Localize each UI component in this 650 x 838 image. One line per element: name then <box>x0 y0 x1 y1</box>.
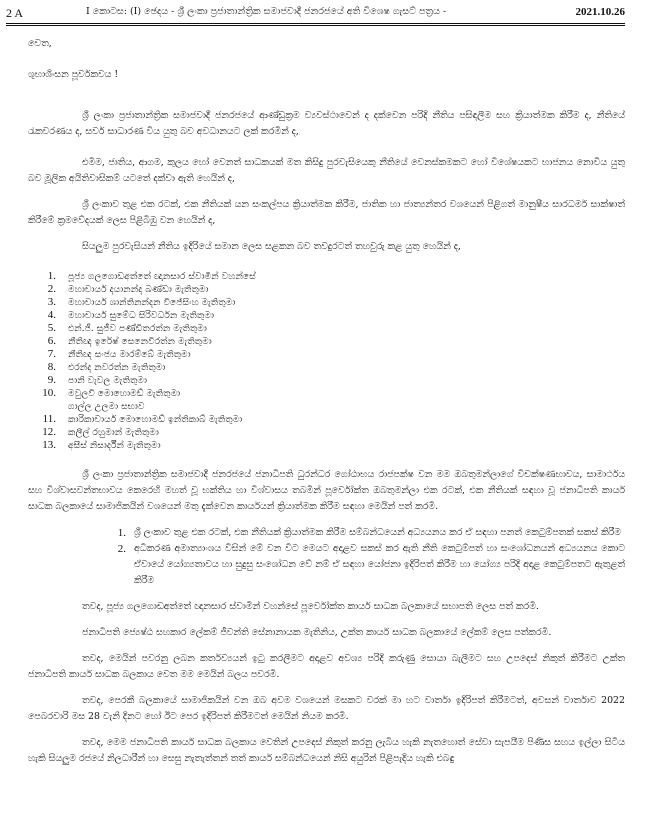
member-affiliation: ගාල්ල උලමා සභාව <box>68 401 145 412</box>
gazette-title: I කොටස: (I) ඡෙදය - ශ්‍රී ලංකා ප්‍රජාතාන්ත්‍රික සමාජවාදී ජනරජයේ අති විශෙෂ ගැසට් පත්‍රය - <box>86 6 447 17</box>
member-number: 10. <box>42 387 56 399</box>
member-item <box>28 283 625 296</box>
member-list <box>28 270 625 452</box>
member-number: 5. <box>47 322 56 334</box>
document-body <box>28 36 625 767</box>
member-item <box>28 426 625 439</box>
member-number: 9. <box>47 374 56 386</box>
member-name: මවුලවි මොහොමඩ් මැතිතුමා <box>68 388 181 399</box>
appointment-paragraph: ශ්‍රී ලංකා ප්‍රජාතාන්ත්‍රික සමාජවාදී ජනරජයේ ජනාධිපති ධුරන්ධර ගෝඨාභය රාජපක්ෂ වන මම ඔබතුමන්ලාගේ විචක්ෂණභාවය, සාමාර්ථය සහ විශ්වාසවන්තභාවය කෙරෙහි මහත් වූ භක්තිය හා විශ්වාසය තබමින් පූර්වෝක්ත ඔබතුමන්ලා එක රටක්, එක නීතියක් සඳහා වූ ජනාධිපති කාර්ය සාධක බලකායේ සාමාජිකයින් වශයෙන් මතු දැක්වෙන කාර්යයන් ක්‍රියාත්මක කිරීම සඳහා මෙයින් පත් කරමි. <box>28 469 625 512</box>
member-number: 4. <box>47 309 56 321</box>
chairman-paragraph: තවද, පූජ්‍ය ගලගොඩඅත්තේ ඥානසාර ස්වාමීන් වහන්සේ පූර්වෝක්ත කාර්ය සාධක බලකායේ සභාපති ලෙස පත් කරමි. <box>82 601 539 612</box>
task-item <box>28 525 625 541</box>
powers-paragraph: තවද, මෙයින් පවරනු ලබන කර්තව්‍යයන් ඉටු කරලීමට අදාළව අවශ්‍ය පරිදි කරුණු සොයා බැලීමට සහ උපදෙස් නිකුත් කිරීමට උක්ත ජනාධිපති කාර්ය සාධක බලකාය වෙත මම මෙයින් බලය පවරමි. <box>28 653 625 680</box>
member-number: 3. <box>47 296 56 308</box>
reporting-paragraph: තවද, පෙරකී බලකායේ සාමාජිකයින් වන ඔබ අවම වශයෙන් මසකට වරක් මා හට වාර්තා ඉදිරිපත් කිරීමටත්, අවසන් වාර්තාව 2022 පෙබරවාරි මස 28 වැනි දිනට හෝ ඊට පෙර ඉදිරිපත් කිරීමටත් මෙයින් නියම කරමි. <box>28 695 625 722</box>
member-number: 11. <box>42 413 56 425</box>
task-item <box>28 541 625 589</box>
member-name: නීතිඥ සංජය මාරම්බේ මැතිතුමා <box>68 349 191 360</box>
member-item <box>28 348 625 361</box>
member-number: 12. <box>42 426 56 438</box>
member-name: අසීස් නිසාර්දීන් මැතිතුමා <box>68 440 161 451</box>
gazette-date: 2021.10.26 <box>575 6 625 18</box>
member-item <box>28 322 625 335</box>
member-item <box>28 413 625 426</box>
member-name: මහාචාර්ය ශාන්තිනන්දන විජේසිංහ මැතිතුමා <box>68 297 236 308</box>
member-item <box>28 296 625 309</box>
member-number: 13. <box>42 439 56 451</box>
page-header <box>6 2 625 22</box>
member-name: කලීල් රහුමාන් මැතිතුමා <box>68 427 159 438</box>
member-number: 7. <box>47 348 56 360</box>
addressee: වෙත, <box>28 38 52 49</box>
member-name: පානි වැවල මැතිතුමා <box>68 375 148 386</box>
task-list <box>28 525 625 589</box>
member-name: කාරිකාචාර්ය මොහොමඩ් ඉන්තිකාබ් මැතිතුමා <box>68 414 243 425</box>
recital-paragraph-3: ශ්‍රී ලංකාව තුළ එක රටක්, එක නීතියක් යන සංකල්පය ක්‍රියාත්මක කිරීම, ජාතික හා ජාත්‍යන්තර වශයෙන් පිළිගත් මානුෂීය සාරධර්ම සාක්ෂාත් කිරීමේ ක්‍රමවේදයක් ලෙස පිළිබිඹු වන හෙයින් ද, <box>28 199 625 226</box>
member-number: 2. <box>47 283 56 295</box>
task-number: 2. <box>117 543 126 555</box>
header-rule-secondary <box>6 25 625 26</box>
task-number: 1. <box>117 527 126 539</box>
member-number: 8. <box>47 361 56 373</box>
member-name: එන්.ජී. සුජීව පණ්ඩිතරත්න මැතිතුමා <box>68 323 207 334</box>
recital-paragraph-4: සියලුම පුරවැසියන් නීතිය ඉදිරියේ සමාන ලෙස සළකන බව තවදුරටත් තහවුරු කළ යුතු හෙයින් ද, <box>82 241 461 252</box>
greeting: ශුභාශිංසන පූර්වකවය ! <box>28 69 119 80</box>
member-name: එරන්ද නවරත්න මැතිතුමා <box>68 362 166 373</box>
member-item <box>28 387 625 413</box>
member-item <box>28 270 625 283</box>
member-item <box>28 439 625 452</box>
member-item <box>28 374 625 387</box>
task-text: ශ්‍රී ලංකාව තුළ එක රටක්, එක නීතියක් ක්‍රියාත්මක කිරීම සම්බන්ධයෙන් අධ්‍යයනය කර ඒ සඳහා පනත් කෙටුම්පතක් සකස් කිරීම <box>134 527 621 538</box>
secretary-paragraph: ජනාධිපති ජ්‍යෙෂ්ඨ සහකාර ලේකම් ජීවන්ති සේනානායක මැතිනිය, උක්ත කාර්ය සාධක බලකායේ ලේකම් ලෙස පත්කරමි. <box>82 627 552 638</box>
member-name: මහාචාර්ය සුමේධ සිරිවර්ධන මැතිතුමා <box>68 310 214 321</box>
member-item <box>28 309 625 322</box>
member-number: 6. <box>47 335 56 347</box>
member-item <box>28 335 625 348</box>
member-number: 1. <box>47 270 56 282</box>
recital-paragraph-2: එමිම, ජාතිය, ආගම, කුලය හෝ වෙනත් සාධකයක් මත කිසිදු පුරවැසියෙකු නීතියේ වෙනස්කමකට හෝ විශේෂයකට භාජනය නොවිය යුතු බව මූලික අයිතිවාසිකම් යටතේ දක්වා ඇති හෙයින් ද, <box>28 157 625 184</box>
cooperation-paragraph: තවද, මෙම ජනාධිපති කාර්ය සාධක බලකාය වෙතින් උපදෙස් නිකුත් කරනු ලැබිය හැකි නැතහොත් සේවා සැපයීම පිණිස සහය ඉල්ලා සිටිය හැකි සියලුම රජයේ නිලධාරීන් හා සෙසු නැතැත්තන් තත් කාර්ය සම්බන්ධයෙන් නිසි අයුරින් පිළිපැදිය හැකි එබඳු <box>28 737 625 764</box>
page-number: 2 A <box>6 6 24 20</box>
member-item <box>28 361 625 374</box>
member-name: පූජ්‍ය ගලගොඩඅත්තේ ඥානසාර ස්වාමීන් වහන්සේ <box>68 271 256 282</box>
recital-paragraph-1: ශ්‍රී ලංකා ප්‍රජාතාන්ත්‍රික සමාජවාදී ජනරජයේ ආණ්ඩුක්‍රම ව්‍යවස්ථාවෙන් ද දක්වෙන පරිදි නීතිය පසිඳලීම සහ ක්‍රියාත්මක කිරීම ද, නීතියේ රැකවරණය ද, සර්ව සාධාරණ විය යුතු බව අවධානයට ලක් කරමින් ද, <box>28 110 625 137</box>
member-name: මහාචාර්ය දයානන්ද බණ්ඩා මැතිතුමා <box>68 284 209 295</box>
header-rule <box>6 23 625 24</box>
member-name: නීතිඥ ඉරේෂ් සෙනෙවිරත්න මැතිතුමා <box>68 336 212 347</box>
task-text: අධිකරණ අමාත්‍යාංශය විසින් මේ වන විට මෙයට අදාළව සකස් කර ඇති නීති කෙටුම්පත් හා සංශෝධනයන් අධ්‍යයනය කොට ඒවායේ යෝග්‍යතාවය හා සුදුසු සංශෝධන වේ නම් ඒ සඳහා යෝජනා ඉදිරිපත් කිරීම හා යෝග්‍ය පරිදි අදාළ කෙටුම්පතට ඇතුළත් කිරීම <box>134 543 625 586</box>
